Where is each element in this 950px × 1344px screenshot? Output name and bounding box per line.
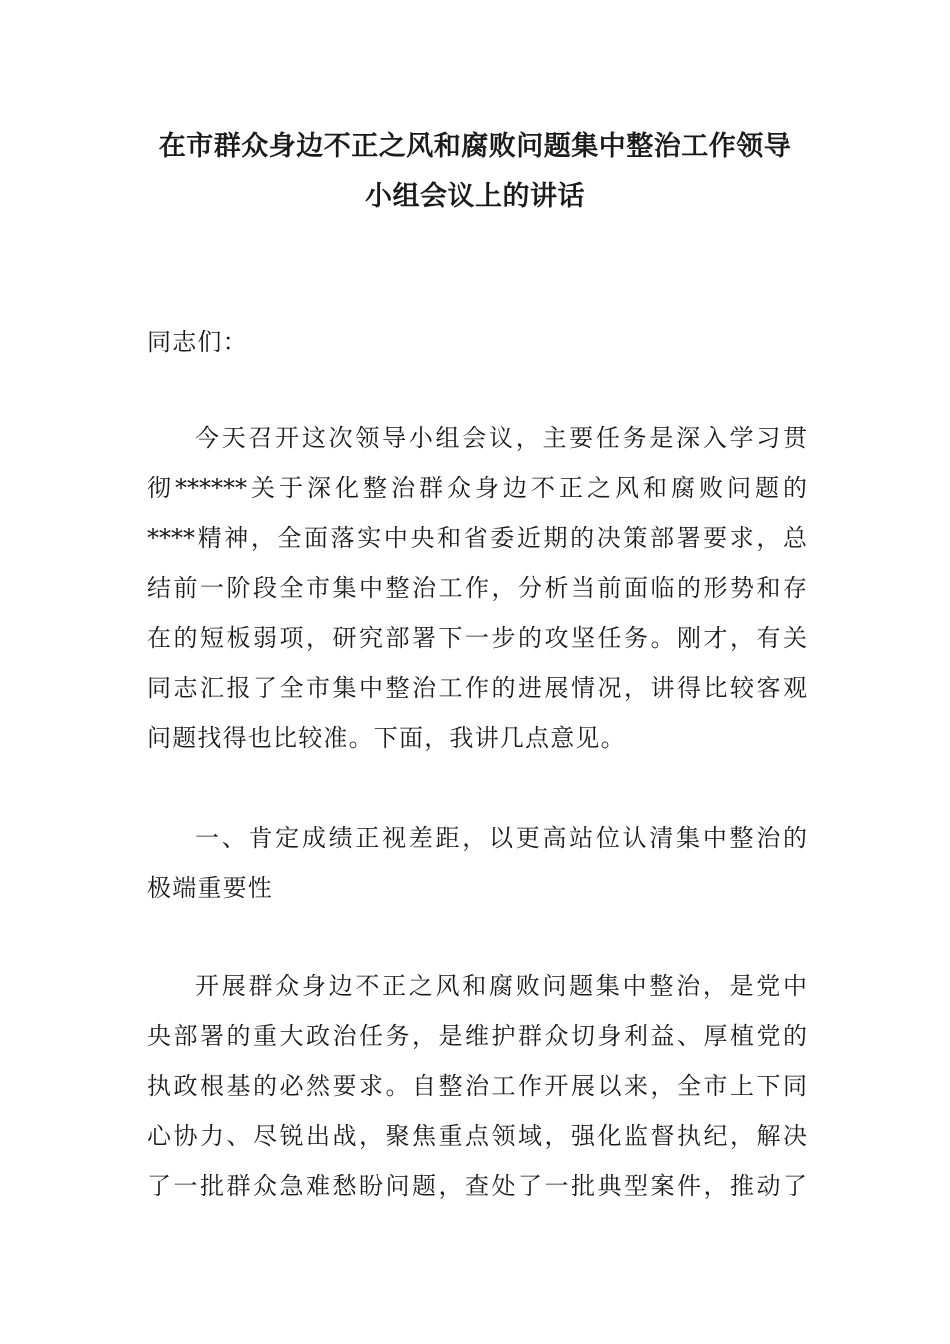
section-heading-1-line-1: 一、肯定成绩正视差距，以更高站位认清集中整治的 [195, 824, 807, 852]
salutation: 同志们： [147, 328, 248, 356]
paragraph-1-line-5: 在的短板弱项，研究部署下一步的攻坚任务。刚才，有关 [147, 624, 807, 652]
section-heading-1-line-2: 极端重要性 [147, 874, 273, 902]
document-title-line-2: 小组会议上的讲话 [365, 181, 585, 212]
paragraph-2-line-3: 执政根基的必然要求。自整治工作开展以来，全市上下同 [147, 1072, 807, 1100]
paragraph-1-line-6: 同志汇报了全市集中整治工作的进展情况，讲得比较客观 [147, 674, 807, 702]
paragraph-2-line-5: 了一批群众急难愁盼问题，查处了一批典型案件，推动了 [147, 1172, 807, 1200]
paragraph-2-line-2: 央部署的重大政治任务，是维护群众切身利益、厚植党的 [147, 1022, 807, 1050]
paragraph-2-line-1: 开展群众身边不正之风和腐败问题集中整治，是党中 [195, 972, 807, 1000]
paragraph-1-line-4: 结前一阶段全市集中整治工作，分析当前面临的形势和存 [147, 574, 807, 602]
paragraph-2-line-4: 心协力、尽锐出战，聚焦重点领域，强化监督执纪，解决 [147, 1122, 807, 1150]
paragraph-1-line-1: 今天召开这次领导小组会议，主要任务是深入学习贯 [195, 424, 807, 452]
document-title-line-1: 在市群众身边不正之风和腐败问题集中整治工作领导 [158, 131, 792, 162]
paragraph-1-line-7: 问题找得也比较准。下面，我讲几点意见。 [147, 724, 626, 752]
paragraph-1-line-2: 彻******关于深化整治群众身边不正之风和腐败问题的 [147, 474, 807, 502]
paragraph-1-line-3: ****精神，全面落实中央和省委近期的决策部署要求，总 [147, 524, 807, 552]
